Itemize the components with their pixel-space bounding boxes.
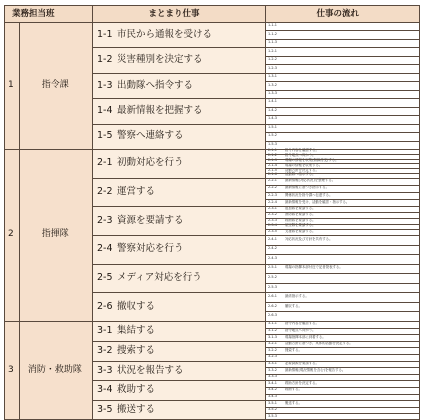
flow-text: 救助する。 [285, 387, 302, 392]
task-divider [92, 124, 420, 125]
task-divider [92, 292, 420, 293]
task-code: 3-1 [97, 324, 113, 336]
flow-text: 現場の情報を収集する。 [285, 162, 323, 167]
flow-divider [265, 163, 420, 164]
flow-code: 1-2-1 [268, 48, 277, 53]
task-divider [92, 98, 420, 99]
flow-divider [265, 245, 420, 246]
flow-divider [265, 141, 420, 142]
task-label: 警察へ連絡する [117, 130, 184, 142]
flow-code: 1-4-2 [268, 107, 277, 112]
header-task: まとまり仕事 [148, 9, 200, 19]
flow-code: 2-6-3 [268, 313, 277, 318]
header-flow: 仕事の流れ [316, 9, 360, 19]
task-table [4, 5, 420, 418]
flow-divider [265, 328, 420, 329]
task-divider [92, 380, 420, 381]
flow-code: 2-1-3 [268, 157, 277, 162]
flow-divider [265, 273, 420, 274]
task-code: 2-5 [97, 272, 113, 283]
task-divider [92, 264, 420, 265]
flow-text: 撤収する。 [285, 303, 302, 308]
task-label: 搬送する [117, 404, 156, 416]
flow-text: 指令地点へ向かう。 [285, 153, 316, 158]
task-label: 市民から通報を受ける [117, 28, 213, 40]
flow-code: 3-2-1 [268, 341, 277, 346]
group-number: 3 [8, 364, 14, 375]
flow-code: 2-6-2 [268, 303, 277, 308]
task-label: 資源を要請する [117, 214, 184, 226]
flow-text: 活動隊へ指示する。 [285, 172, 316, 177]
flow-code: 2-5-3 [268, 284, 277, 289]
task-code: 2-2 [97, 186, 113, 197]
flow-divider [265, 394, 420, 395]
flow-code: 1-3-3 [268, 90, 277, 95]
flow-code: 2-5-2 [268, 275, 277, 279]
flow-code: 2-3-5 [268, 229, 277, 234]
flow-divider [265, 367, 420, 368]
flow-code: 3-4-1 [268, 380, 277, 385]
flow-code: 1-4-1 [268, 99, 277, 104]
task-divider [92, 47, 420, 48]
flow-divider [265, 159, 420, 160]
flow-code: 3-4-3 [268, 393, 277, 398]
task-code: 1-1 [97, 28, 113, 40]
flow-code: 1-3-1 [268, 74, 277, 79]
num-column-divider [19, 22, 20, 420]
flow-text: 消防隊を要請する。 [285, 211, 316, 216]
flow-code: 2-3-1 [268, 206, 277, 211]
flow-code: 3-2-2 [268, 347, 277, 352]
flow-code: 2-1-4 [268, 162, 277, 167]
flow-code: 1-5-1 [268, 124, 277, 129]
flow-divider [265, 90, 420, 91]
task-label: メディア対応を行う [117, 272, 202, 283]
flow-divider [265, 107, 420, 108]
flow-code: 2-4-3 [268, 255, 277, 260]
flow-text: 活動方針に基づき、具体的活動を決定する。 [285, 341, 353, 346]
flow-divider [265, 347, 420, 348]
flow-divider [265, 218, 420, 219]
task-label: 捜索する [117, 344, 156, 356]
task-label: 撤収する [117, 300, 156, 312]
flow-divider [265, 413, 420, 414]
flow-divider [265, 334, 420, 335]
flow-divider [265, 132, 420, 133]
task-divider [92, 235, 420, 236]
task-code: 1-2 [97, 54, 113, 66]
flow-text: 現場の指揮本部付近で記者発表する。 [285, 265, 343, 270]
flow-divider [265, 254, 420, 255]
flow-divider [265, 302, 420, 303]
flow-code: 2-2-3 [268, 192, 277, 197]
flow-code: 2-1-1 [268, 148, 277, 153]
task-label: 救助する [117, 384, 156, 396]
flow-divider [265, 407, 420, 408]
flow-code: 1-1-2 [268, 31, 277, 36]
task-divider [92, 206, 420, 207]
flow-text: 最終指示する。 [285, 294, 309, 299]
flow-text: 最新情報に基づき指示する。 [285, 185, 330, 190]
task-column-divider [265, 5, 266, 420]
flow-divider [265, 387, 420, 388]
flow-code: 2-3-4 [268, 223, 277, 228]
flow-divider [265, 168, 420, 169]
flow-code: 3-5-1 [268, 400, 277, 405]
flow-code: 3-5-2 [268, 407, 277, 412]
flow-code: 2-4-2 [268, 246, 277, 251]
flow-code: 1-3-2 [268, 82, 277, 87]
task-code: 2-6 [97, 300, 113, 312]
task-code: 1-3 [97, 79, 113, 91]
flow-divider [265, 311, 420, 312]
table-top-border [4, 5, 420, 6]
group-name: 指揮隊 [41, 229, 69, 239]
flow-text: 搬送する。 [285, 400, 302, 405]
flow-code: 2-5-1 [268, 265, 277, 270]
flow-code: 2-2-1 [268, 178, 277, 183]
flow-divider [265, 212, 420, 213]
group-name: 消防・救助隊 [27, 364, 82, 375]
task-divider [92, 178, 420, 179]
table-right-border [419, 5, 420, 420]
flow-divider [265, 374, 420, 375]
flow-divider [265, 115, 420, 116]
flow-code: 2-1-6 [268, 172, 277, 177]
flow-text: 関係状況を指令課へ伝達する。 [285, 192, 333, 197]
flow-code: 3-1-2 [268, 327, 277, 332]
flow-code: 3-4-2 [268, 387, 277, 392]
flow-code: 2-6-1 [268, 294, 277, 299]
task-divider [92, 73, 420, 74]
task-code: 3-3 [97, 364, 113, 376]
task-label: 出動隊へ指令する [117, 79, 194, 91]
flow-text: 活動方針を決定する。 [285, 167, 319, 172]
flow-code: 1-1-3 [268, 40, 277, 45]
task-code: 3-5 [97, 404, 113, 416]
flow-code: 1-5-2 [268, 133, 277, 138]
flow-text: 指令内容を確認する。 [285, 321, 319, 326]
flow-code: 2-4-1 [268, 236, 277, 241]
flow-divider [265, 30, 420, 31]
flow-text: 支援隊を要請する。 [285, 229, 316, 234]
flow-divider [265, 354, 420, 355]
task-code: 1-4 [97, 104, 113, 116]
flow-divider [265, 64, 420, 65]
task-code: 2-3 [97, 214, 113, 226]
flow-divider [265, 39, 420, 40]
flow-text: 指令地点へ向かう。 [285, 327, 316, 332]
flow-divider [265, 56, 420, 57]
flow-text: 現場指揮本部に到着する。 [285, 334, 326, 339]
task-divider [92, 400, 420, 401]
flow-divider [265, 199, 420, 200]
flow-divider [265, 81, 420, 82]
flow-text: 救助隊を要請する。 [285, 217, 316, 222]
flow-code: 1-4-3 [268, 116, 277, 121]
task-label: 状況を報告する [117, 364, 184, 376]
group-divider [4, 321, 420, 322]
flow-code: 3-3-3 [268, 374, 277, 379]
flow-code: 3-2-3 [268, 354, 277, 359]
task-divider [92, 341, 420, 342]
task-code: 3-2 [97, 344, 113, 356]
flow-code: 2-1-5 [268, 167, 277, 172]
task-label: 運営する [117, 186, 156, 197]
flow-text: 最新情報(対応状況)を整理する。 [285, 178, 336, 183]
flow-code: 2-1-2 [268, 153, 277, 158]
task-code: 2-1 [97, 157, 113, 169]
team-column-divider [92, 5, 93, 420]
task-label: 集結する [117, 324, 156, 336]
task-divider [92, 361, 420, 362]
task-label: 警察対応を行う [117, 243, 184, 255]
flow-code: 2-3-2 [268, 211, 277, 216]
flow-text: 指令内容を確認する。 [285, 148, 319, 153]
flow-code: 3-1-1 [268, 321, 277, 326]
task-label: 最新情報を把握する [117, 104, 203, 116]
task-label: 初動対応を行う [117, 157, 184, 169]
flow-text: 追加隊を要請する。 [285, 206, 316, 211]
flow-text: 現場の情報を収集(無線傍受)する。 [285, 157, 339, 162]
header-bottom-border [4, 22, 420, 23]
flow-code: 2-2-2 [268, 185, 277, 190]
flow-code: 1-5-3 [268, 141, 277, 146]
flow-code: 3-1-3 [268, 334, 277, 339]
flow-code: 3-3-2 [268, 367, 277, 372]
flow-text: 必要資源を要請する。 [285, 360, 319, 365]
group-number: 1 [8, 79, 14, 90]
flow-divider [265, 229, 420, 230]
task-code: 3-4 [97, 384, 113, 396]
flow-code: 1-1-1 [268, 23, 277, 28]
flow-code: 3-3-1 [268, 360, 277, 365]
flow-divider [265, 185, 420, 186]
flow-text: 最新情報(現況情報を含む)を報告する。 [285, 367, 346, 372]
flow-text: 対応状況及び方針を共有する。 [285, 236, 333, 241]
task-code: 1-5 [97, 130, 113, 142]
flow-text: 救助方針を決定する。 [285, 380, 319, 385]
flow-divider [265, 192, 420, 193]
flow-text: 最新情報を受け、活動を確認・指示する。 [285, 199, 350, 204]
flow-code: 1-2-2 [268, 57, 277, 62]
flow-text: 航空隊を要請する。 [285, 223, 316, 228]
flow-code: 2-3-3 [268, 217, 277, 222]
group-number: 2 [8, 229, 14, 239]
flow-code: 1-2-3 [268, 65, 277, 70]
table-left-border [4, 5, 5, 420]
group-name: 指令課 [41, 79, 69, 90]
task-label: 災害種別を決定する [117, 54, 203, 66]
flow-code: 2-2-4 [268, 199, 277, 204]
flow-code: 3-5-3 [268, 413, 277, 418]
header-team: 業務担当班 [12, 9, 55, 19]
flow-text: 捜索する。 [285, 347, 302, 352]
flow-divider [265, 283, 420, 284]
task-code: 2-4 [97, 243, 113, 255]
